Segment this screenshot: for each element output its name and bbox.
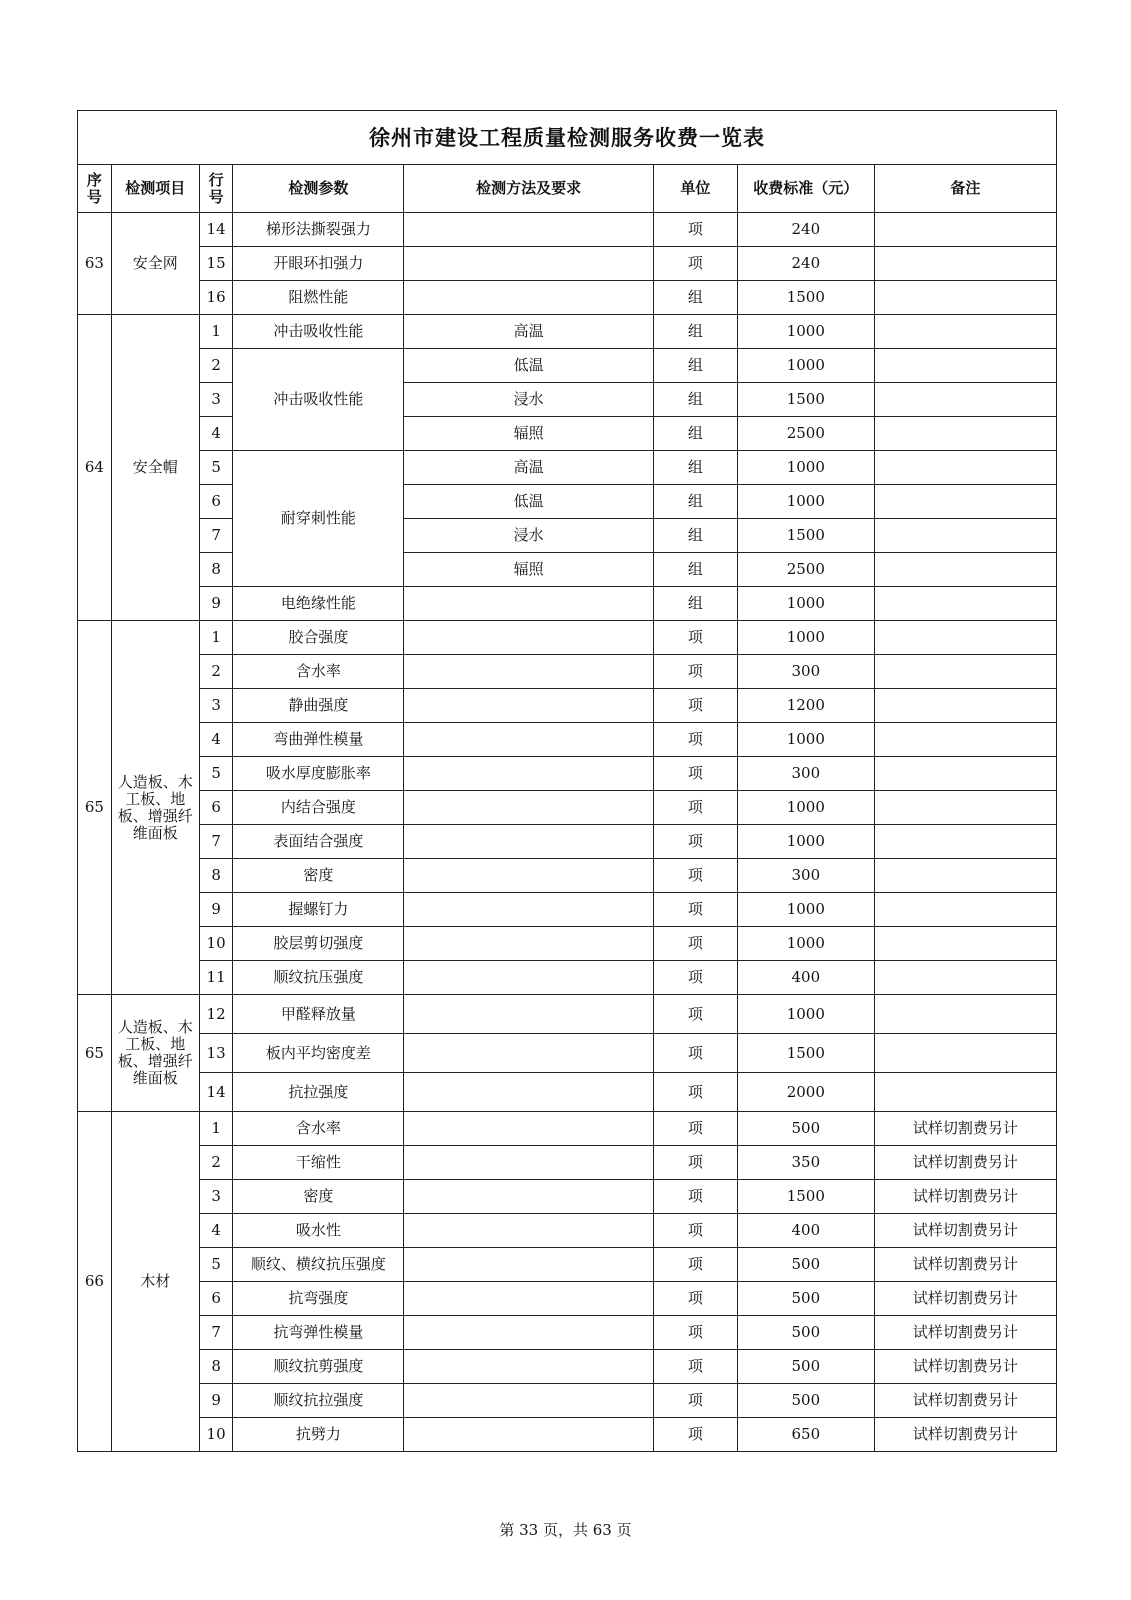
note-cell: 试样切割费另计 bbox=[874, 1316, 1056, 1350]
row-number: 9 bbox=[199, 587, 233, 621]
table-row bbox=[78, 1282, 1057, 1316]
row-number: 10 bbox=[199, 1418, 233, 1452]
fee-cell: 500 bbox=[737, 1384, 874, 1418]
group-seq: 65 bbox=[78, 621, 112, 995]
method-cell bbox=[404, 927, 654, 961]
param-cell: 静曲强度 bbox=[233, 689, 404, 723]
method-cell bbox=[404, 1034, 654, 1073]
param-cell: 耐穿刺性能 bbox=[233, 451, 404, 587]
param-cell: 顺纹抗拉强度 bbox=[233, 1384, 404, 1418]
unit-cell: 项 bbox=[653, 1073, 737, 1112]
table-row bbox=[78, 927, 1057, 961]
note-cell bbox=[874, 349, 1056, 383]
unit-cell: 项 bbox=[653, 927, 737, 961]
group-item: 安全帽 bbox=[111, 315, 199, 621]
unit-cell: 项 bbox=[653, 825, 737, 859]
method-cell bbox=[404, 1316, 654, 1350]
table-row bbox=[78, 1073, 1057, 1112]
method-cell bbox=[404, 1112, 654, 1146]
row-number: 2 bbox=[199, 655, 233, 689]
param-cell: 冲击吸收性能 bbox=[233, 315, 404, 349]
table-row bbox=[78, 315, 1057, 349]
param-cell: 含水率 bbox=[233, 1112, 404, 1146]
row-number: 12 bbox=[199, 995, 233, 1034]
note-cell: 试样切割费另计 bbox=[874, 1418, 1056, 1452]
table-row bbox=[78, 247, 1057, 281]
fee-cell: 1000 bbox=[737, 995, 874, 1034]
table-row bbox=[78, 859, 1057, 893]
fee-cell: 2500 bbox=[737, 553, 874, 587]
fee-cell: 1200 bbox=[737, 689, 874, 723]
row-number: 13 bbox=[199, 1034, 233, 1073]
method-cell bbox=[404, 723, 654, 757]
row-number: 1 bbox=[199, 315, 233, 349]
table-row bbox=[78, 1316, 1057, 1350]
unit-cell: 项 bbox=[653, 1282, 737, 1316]
param-cell: 甲醛释放量 bbox=[233, 995, 404, 1034]
method-cell: 低温 bbox=[404, 485, 654, 519]
method-cell bbox=[404, 791, 654, 825]
unit-cell: 项 bbox=[653, 621, 737, 655]
param-cell: 顺纹抗剪强度 bbox=[233, 1350, 404, 1384]
unit-cell: 项 bbox=[653, 213, 737, 247]
table-row bbox=[78, 1418, 1057, 1452]
table-row bbox=[78, 519, 1057, 553]
param-cell: 抗弯弹性模量 bbox=[233, 1316, 404, 1350]
note-cell bbox=[874, 995, 1056, 1034]
unit-cell: 组 bbox=[653, 281, 737, 315]
row-number: 2 bbox=[199, 349, 233, 383]
table-row bbox=[78, 213, 1057, 247]
unit-cell: 项 bbox=[653, 1384, 737, 1418]
row-number: 7 bbox=[199, 825, 233, 859]
unit-cell: 项 bbox=[653, 655, 737, 689]
param-cell: 弯曲弹性模量 bbox=[233, 723, 404, 757]
unit-cell: 项 bbox=[653, 1146, 737, 1180]
note-cell bbox=[874, 451, 1056, 485]
method-cell bbox=[404, 961, 654, 995]
unit-cell: 项 bbox=[653, 1034, 737, 1073]
table-row bbox=[78, 655, 1057, 689]
row-number: 14 bbox=[199, 213, 233, 247]
table-row bbox=[78, 349, 1057, 383]
note-cell bbox=[874, 927, 1056, 961]
unit-cell: 项 bbox=[653, 995, 737, 1034]
fee-cell: 2500 bbox=[737, 417, 874, 451]
unit-cell: 项 bbox=[653, 689, 737, 723]
unit-cell: 组 bbox=[653, 519, 737, 553]
method-cell: 辐照 bbox=[404, 553, 654, 587]
fee-cell: 1000 bbox=[737, 349, 874, 383]
group-item: 人造板、木工板、地板、增强纤维面板 bbox=[111, 621, 199, 995]
note-cell bbox=[874, 621, 1056, 655]
group-item: 木材 bbox=[111, 1112, 199, 1452]
header-row-no: 行号 bbox=[199, 165, 233, 213]
fee-cell: 1000 bbox=[737, 621, 874, 655]
header-method: 检测方法及要求 bbox=[404, 165, 654, 213]
param-cell: 板内平均密度差 bbox=[233, 1034, 404, 1073]
note-cell: 试样切割费另计 bbox=[874, 1282, 1056, 1316]
unit-cell: 项 bbox=[653, 1316, 737, 1350]
method-cell: 浸水 bbox=[404, 519, 654, 553]
fee-cell: 300 bbox=[737, 757, 874, 791]
method-cell bbox=[404, 757, 654, 791]
row-number: 9 bbox=[199, 1384, 233, 1418]
param-cell: 开眼环扣强力 bbox=[233, 247, 404, 281]
note-cell bbox=[874, 1034, 1056, 1073]
row-number: 3 bbox=[199, 689, 233, 723]
note-cell: 试样切割费另计 bbox=[874, 1214, 1056, 1248]
header-seq: 序号 bbox=[78, 165, 112, 213]
param-cell: 密度 bbox=[233, 1180, 404, 1214]
fee-cell: 300 bbox=[737, 859, 874, 893]
unit-cell: 组 bbox=[653, 587, 737, 621]
fee-cell: 500 bbox=[737, 1282, 874, 1316]
param-cell: 抗劈力 bbox=[233, 1418, 404, 1452]
row-number: 8 bbox=[199, 553, 233, 587]
table-row bbox=[78, 723, 1057, 757]
fee-cell: 240 bbox=[737, 247, 874, 281]
fee-cell: 2000 bbox=[737, 1073, 874, 1112]
unit-cell: 组 bbox=[653, 485, 737, 519]
method-cell bbox=[404, 1418, 654, 1452]
param-cell: 密度 bbox=[233, 859, 404, 893]
fee-cell: 500 bbox=[737, 1112, 874, 1146]
table-row bbox=[78, 451, 1057, 485]
note-cell bbox=[874, 281, 1056, 315]
param-cell: 表面结合强度 bbox=[233, 825, 404, 859]
unit-cell: 组 bbox=[653, 451, 737, 485]
fee-cell: 1000 bbox=[737, 723, 874, 757]
fee-cell: 300 bbox=[737, 655, 874, 689]
method-cell bbox=[404, 587, 654, 621]
row-number: 14 bbox=[199, 1073, 233, 1112]
fee-cell: 400 bbox=[737, 961, 874, 995]
note-cell bbox=[874, 485, 1056, 519]
header-note: 备注 bbox=[874, 165, 1056, 213]
row-number: 10 bbox=[199, 927, 233, 961]
method-cell bbox=[404, 1146, 654, 1180]
table-row bbox=[78, 417, 1057, 451]
row-number: 11 bbox=[199, 961, 233, 995]
note-cell bbox=[874, 417, 1056, 451]
header-fee: 收费标准（元） bbox=[737, 165, 874, 213]
table-row bbox=[78, 791, 1057, 825]
table-row bbox=[78, 825, 1057, 859]
group-item: 人造板、木工板、地板、增强纤维面板 bbox=[111, 995, 199, 1112]
group-item: 安全网 bbox=[111, 213, 199, 315]
note-cell bbox=[874, 961, 1056, 995]
param-cell: 胶合强度 bbox=[233, 621, 404, 655]
note-cell bbox=[874, 1073, 1056, 1112]
param-cell: 胶层剪切强度 bbox=[233, 927, 404, 961]
table-row bbox=[78, 1384, 1057, 1418]
row-number: 6 bbox=[199, 1282, 233, 1316]
fee-table bbox=[77, 110, 1057, 1452]
row-number: 4 bbox=[199, 723, 233, 757]
table-row bbox=[78, 587, 1057, 621]
method-cell bbox=[404, 1073, 654, 1112]
note-cell bbox=[874, 315, 1056, 349]
row-number: 8 bbox=[199, 859, 233, 893]
method-cell bbox=[404, 1248, 654, 1282]
unit-cell: 项 bbox=[653, 859, 737, 893]
note-cell bbox=[874, 213, 1056, 247]
note-cell bbox=[874, 757, 1056, 791]
fee-cell: 350 bbox=[737, 1146, 874, 1180]
table-row bbox=[78, 1146, 1057, 1180]
note-cell: 试样切割费另计 bbox=[874, 1146, 1056, 1180]
fee-cell: 240 bbox=[737, 213, 874, 247]
unit-cell: 项 bbox=[653, 893, 737, 927]
unit-cell: 项 bbox=[653, 1112, 737, 1146]
param-cell: 吸水厚度膨胀率 bbox=[233, 757, 404, 791]
group-seq: 63 bbox=[78, 213, 112, 315]
table-row bbox=[78, 1112, 1057, 1146]
table-row bbox=[78, 1180, 1057, 1214]
table-row bbox=[78, 485, 1057, 519]
method-cell bbox=[404, 655, 654, 689]
table-row bbox=[78, 553, 1057, 587]
header-param: 检测参数 bbox=[233, 165, 404, 213]
row-number: 5 bbox=[199, 1248, 233, 1282]
row-number: 6 bbox=[199, 485, 233, 519]
note-cell bbox=[874, 825, 1056, 859]
param-cell: 吸水性 bbox=[233, 1214, 404, 1248]
note-cell: 试样切割费另计 bbox=[874, 1384, 1056, 1418]
param-cell: 内结合强度 bbox=[233, 791, 404, 825]
note-cell bbox=[874, 689, 1056, 723]
unit-cell: 项 bbox=[653, 1248, 737, 1282]
unit-cell: 项 bbox=[653, 1214, 737, 1248]
fee-cell: 1000 bbox=[737, 791, 874, 825]
method-cell bbox=[404, 893, 654, 927]
row-number: 1 bbox=[199, 621, 233, 655]
table-row bbox=[78, 1214, 1057, 1248]
group-seq: 66 bbox=[78, 1112, 112, 1452]
unit-cell: 项 bbox=[653, 1350, 737, 1384]
row-number: 7 bbox=[199, 1316, 233, 1350]
row-number: 5 bbox=[199, 757, 233, 791]
note-cell bbox=[874, 587, 1056, 621]
row-number: 4 bbox=[199, 417, 233, 451]
note-cell bbox=[874, 247, 1056, 281]
table-row bbox=[78, 961, 1057, 995]
param-cell: 抗弯强度 bbox=[233, 1282, 404, 1316]
row-number: 8 bbox=[199, 1350, 233, 1384]
row-number: 4 bbox=[199, 1214, 233, 1248]
fee-cell: 1000 bbox=[737, 927, 874, 961]
note-cell bbox=[874, 859, 1056, 893]
fee-cell: 1000 bbox=[737, 315, 874, 349]
param-cell: 电绝缘性能 bbox=[233, 587, 404, 621]
row-number: 15 bbox=[199, 247, 233, 281]
note-cell bbox=[874, 723, 1056, 757]
note-cell: 试样切割费另计 bbox=[874, 1248, 1056, 1282]
param-cell: 顺纹抗压强度 bbox=[233, 961, 404, 995]
method-cell bbox=[404, 689, 654, 723]
row-number: 6 bbox=[199, 791, 233, 825]
fee-cell: 400 bbox=[737, 1214, 874, 1248]
row-number: 2 bbox=[199, 1146, 233, 1180]
method-cell bbox=[404, 621, 654, 655]
param-cell: 梯形法撕裂强力 bbox=[233, 213, 404, 247]
method-cell: 高温 bbox=[404, 315, 654, 349]
row-number: 9 bbox=[199, 893, 233, 927]
unit-cell: 组 bbox=[653, 349, 737, 383]
fee-cell: 1500 bbox=[737, 281, 874, 315]
param-cell: 顺纹、横纹抗压强度 bbox=[233, 1248, 404, 1282]
method-cell bbox=[404, 281, 654, 315]
note-cell: 试样切割费另计 bbox=[874, 1112, 1056, 1146]
param-cell: 冲击吸收性能 bbox=[233, 349, 404, 451]
fee-cell: 1000 bbox=[737, 587, 874, 621]
unit-cell: 组 bbox=[653, 417, 737, 451]
unit-cell: 项 bbox=[653, 791, 737, 825]
unit-cell: 组 bbox=[653, 553, 737, 587]
row-number: 3 bbox=[199, 383, 233, 417]
method-cell bbox=[404, 1384, 654, 1418]
method-cell bbox=[404, 247, 654, 281]
note-cell bbox=[874, 519, 1056, 553]
method-cell bbox=[404, 995, 654, 1034]
note-cell bbox=[874, 893, 1056, 927]
fee-cell: 500 bbox=[737, 1350, 874, 1384]
method-cell bbox=[404, 825, 654, 859]
table-row bbox=[78, 281, 1057, 315]
table-row bbox=[78, 689, 1057, 723]
table-row bbox=[78, 1350, 1057, 1384]
page-footer: 第 33 页，共 63 页 bbox=[499, 1521, 632, 1539]
row-number: 7 bbox=[199, 519, 233, 553]
fee-cell: 650 bbox=[737, 1418, 874, 1452]
row-number: 1 bbox=[199, 1112, 233, 1146]
method-cell: 高温 bbox=[404, 451, 654, 485]
header-item: 检测项目 bbox=[111, 165, 199, 213]
unit-cell: 组 bbox=[653, 315, 737, 349]
method-cell bbox=[404, 859, 654, 893]
note-cell: 试样切割费另计 bbox=[874, 1180, 1056, 1214]
note-cell: 试样切割费另计 bbox=[874, 1350, 1056, 1384]
method-cell bbox=[404, 1282, 654, 1316]
fee-cell: 500 bbox=[737, 1248, 874, 1282]
fee-cell: 1500 bbox=[737, 1034, 874, 1073]
fee-cell: 1000 bbox=[737, 825, 874, 859]
header-unit: 单位 bbox=[653, 165, 737, 213]
note-cell bbox=[874, 553, 1056, 587]
unit-cell: 项 bbox=[653, 247, 737, 281]
method-cell bbox=[404, 1214, 654, 1248]
method-cell bbox=[404, 213, 654, 247]
table-row bbox=[78, 757, 1057, 791]
fee-cell: 1000 bbox=[737, 893, 874, 927]
method-cell: 浸水 bbox=[404, 383, 654, 417]
row-number: 5 bbox=[199, 451, 233, 485]
param-cell: 含水率 bbox=[233, 655, 404, 689]
group-seq: 65 bbox=[78, 995, 112, 1112]
note-cell bbox=[874, 383, 1056, 417]
unit-cell: 组 bbox=[653, 383, 737, 417]
row-number: 3 bbox=[199, 1180, 233, 1214]
unit-cell: 项 bbox=[653, 1418, 737, 1452]
table-row bbox=[78, 621, 1057, 655]
table-row bbox=[78, 893, 1057, 927]
fee-cell: 1500 bbox=[737, 1180, 874, 1214]
method-cell: 辐照 bbox=[404, 417, 654, 451]
fee-cell: 500 bbox=[737, 1316, 874, 1350]
table-row bbox=[78, 383, 1057, 417]
unit-cell: 项 bbox=[653, 961, 737, 995]
title-row bbox=[78, 111, 1057, 165]
unit-cell: 项 bbox=[653, 723, 737, 757]
fee-cell: 1000 bbox=[737, 485, 874, 519]
method-cell: 低温 bbox=[404, 349, 654, 383]
fee-cell: 1000 bbox=[737, 451, 874, 485]
group-seq: 64 bbox=[78, 315, 112, 621]
param-cell: 握螺钉力 bbox=[233, 893, 404, 927]
table-row bbox=[78, 995, 1057, 1034]
unit-cell: 项 bbox=[653, 1180, 737, 1214]
note-cell bbox=[874, 791, 1056, 825]
unit-cell: 项 bbox=[653, 757, 737, 791]
note-cell bbox=[874, 655, 1056, 689]
param-cell: 阻燃性能 bbox=[233, 281, 404, 315]
param-cell: 干缩性 bbox=[233, 1146, 404, 1180]
table-row bbox=[78, 1034, 1057, 1073]
param-cell: 抗拉强度 bbox=[233, 1073, 404, 1112]
method-cell bbox=[404, 1350, 654, 1384]
table-title: 徐州市建设工程质量检测服务收费一览表 bbox=[78, 111, 1057, 165]
row-number: 16 bbox=[199, 281, 233, 315]
table-row bbox=[78, 1248, 1057, 1282]
method-cell bbox=[404, 1180, 654, 1214]
fee-cell: 1500 bbox=[737, 383, 874, 417]
fee-cell: 1500 bbox=[737, 519, 874, 553]
header-row bbox=[78, 165, 1057, 213]
